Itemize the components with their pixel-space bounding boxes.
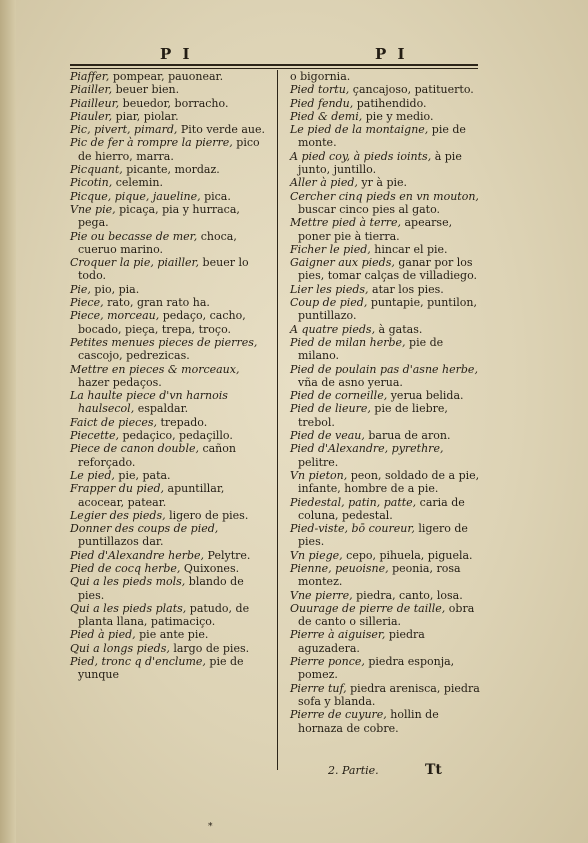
dictionary-entry bbox=[290, 296, 482, 323]
headword: Piailleur, bbox=[70, 96, 120, 110]
translation: piedra, canto, losa. bbox=[352, 588, 463, 602]
translation: o bigornia. bbox=[290, 70, 351, 83]
translation: barua de aron. bbox=[364, 429, 451, 443]
translation: yr à pie. bbox=[357, 176, 408, 190]
dictionary-entry bbox=[290, 628, 482, 655]
header-rule-thin bbox=[70, 68, 478, 69]
translation: cañon reforçado. bbox=[78, 442, 236, 469]
translation: apearse, poner pie à tierra. bbox=[298, 216, 453, 243]
headword: Ouurage de pierre de taille, bbox=[290, 601, 446, 615]
headword: Pie ou becasse de mer, bbox=[70, 229, 198, 243]
headword: Aller à pied, bbox=[290, 176, 358, 190]
headword: Gaigner aux pieds, bbox=[290, 256, 395, 270]
headword: Legier des pieds, bbox=[70, 508, 166, 522]
dictionary-entry bbox=[290, 562, 482, 589]
dictionary-entry bbox=[70, 575, 273, 602]
dictionary-entry bbox=[70, 482, 273, 509]
headword: Pied d'Alexandre, pyrethre, bbox=[290, 442, 444, 456]
headword: Donner des coups de pied, bbox=[70, 522, 219, 536]
translation: puntapie, puntilon, puntillazo. bbox=[298, 296, 477, 323]
dictionary-entry bbox=[290, 496, 482, 523]
headword: Piauler, bbox=[70, 109, 113, 123]
translation: piedra aguzadera. bbox=[298, 628, 425, 655]
dictionary-entry bbox=[70, 176, 273, 189]
dictionary-entry bbox=[290, 150, 482, 177]
headword: Pied de lieure, bbox=[290, 402, 371, 416]
headword: Pierre tuf, bbox=[290, 681, 347, 695]
headword: Mettre en pieces & morceaux, bbox=[70, 362, 240, 376]
dictionary-entry bbox=[290, 469, 482, 496]
translation: atar los pies. bbox=[368, 282, 444, 296]
dictionary-entry bbox=[70, 123, 273, 136]
dictionary-entry bbox=[290, 589, 482, 602]
dictionary-entry bbox=[70, 602, 273, 629]
headword: Piedestal, patin, patte, bbox=[290, 495, 417, 509]
translation: pie, pata. bbox=[114, 468, 171, 482]
headword: Faict de pieces, bbox=[70, 415, 157, 429]
headword: Pied tortu, bbox=[290, 83, 350, 97]
translation: pico de hierro, marra. bbox=[78, 136, 260, 163]
running-header bbox=[70, 45, 480, 63]
translation: beuer lo todo. bbox=[78, 256, 249, 283]
headword: Pied-viste, bō coureur, bbox=[290, 522, 415, 536]
dictionary-entry bbox=[70, 256, 273, 283]
dictionary-entry bbox=[70, 389, 273, 416]
headword: Qui a les pieds mols, bbox=[70, 575, 186, 589]
dictionary-entry bbox=[290, 83, 482, 96]
headword: Pied de poulain pas d'asne herbe, bbox=[290, 362, 478, 376]
headword: Vn piege, bbox=[290, 548, 343, 562]
headword: Piece de canon double, bbox=[70, 442, 199, 456]
dictionary-entry bbox=[70, 655, 273, 682]
headword: Pied de veau, bbox=[290, 429, 365, 443]
dictionary-entry bbox=[70, 83, 273, 96]
headword: A quatre pieds, bbox=[290, 322, 376, 336]
translation: pie ante pie. bbox=[135, 628, 209, 642]
dictionary-entry bbox=[290, 323, 482, 336]
translation: Pelytre. bbox=[204, 548, 251, 562]
translation: peonia, rosa montez. bbox=[298, 561, 461, 589]
translation: pompear, pauonear. bbox=[109, 70, 224, 83]
translation: pica. bbox=[200, 189, 231, 203]
dictionary-entry bbox=[290, 97, 482, 110]
dictionary-entry bbox=[70, 97, 273, 110]
translation: hincar el pie. bbox=[370, 242, 448, 256]
headword: Picotin, bbox=[70, 176, 113, 190]
dictionary-entry bbox=[70, 163, 273, 176]
headword: Piaffer, bbox=[70, 70, 110, 83]
headword: Ficher le pied, bbox=[290, 242, 371, 256]
dictionary-entry bbox=[70, 190, 273, 203]
headword: Mettre pied à terre, bbox=[290, 216, 401, 230]
translation: largo de pies. bbox=[169, 641, 250, 655]
dictionary-entry bbox=[70, 562, 273, 575]
translation: pedaçico, pedaçillo. bbox=[118, 429, 233, 443]
page-footer bbox=[0, 764, 588, 780]
dictionary-entry bbox=[70, 642, 273, 655]
headword: Vne pierre, bbox=[290, 588, 353, 602]
headword: Pierre à aiguiser, bbox=[290, 628, 386, 642]
headword: Pierre ponce, bbox=[290, 655, 365, 669]
header-left: P I bbox=[160, 45, 193, 63]
dictionary-entry bbox=[70, 309, 273, 336]
translation: buscar cinco pies al gato. bbox=[298, 202, 441, 216]
headword: Pierre de cuyure, bbox=[290, 708, 387, 722]
translation: çancajoso, patituerto. bbox=[349, 83, 474, 97]
dictionary-entry bbox=[70, 203, 273, 230]
headword: Qui a longs pieds, bbox=[70, 641, 170, 655]
translation: cepo, pihuela, piguela. bbox=[342, 548, 473, 562]
dictionary-entry bbox=[70, 429, 273, 442]
headword: Pied de corneille, bbox=[290, 389, 388, 403]
translation: pelitre. bbox=[298, 455, 339, 469]
headword: Piecette, bbox=[70, 429, 119, 443]
translation: ganar por los pies, tomar calças de villadiego. bbox=[298, 256, 478, 283]
dictionary-entry bbox=[70, 110, 273, 123]
dictionary-entry bbox=[290, 123, 482, 150]
dictionary-entry bbox=[290, 389, 482, 402]
dictionary-entry bbox=[70, 628, 273, 641]
headword: Pied à pied, bbox=[70, 628, 136, 642]
translation: pie de liebre, trebol. bbox=[298, 402, 448, 429]
header-rule-thick bbox=[70, 64, 478, 66]
translation: picante, mordaz. bbox=[122, 163, 220, 177]
translation: apuntillar, acocear, patear. bbox=[78, 482, 225, 509]
translation: pio, pia. bbox=[90, 282, 140, 296]
headword: La haulte piece d'vn harnois haulsecol, bbox=[70, 389, 228, 416]
translation: beuedor, borracho. bbox=[119, 96, 229, 110]
translation: pie de monte. bbox=[298, 123, 466, 150]
dictionary-entry bbox=[70, 283, 273, 296]
headword: Qui a les pieds plats, bbox=[70, 601, 187, 615]
translation: patihendido. bbox=[353, 96, 427, 110]
headword: Piece, morceau, bbox=[70, 309, 160, 323]
dictionary-entry bbox=[70, 70, 273, 83]
headword: Pied, tronc q d'enclume, bbox=[70, 655, 206, 669]
translation: pie y medio. bbox=[362, 109, 434, 123]
translation: Quixones. bbox=[180, 561, 240, 575]
dictionary-entry bbox=[290, 190, 482, 217]
dictionary-entry bbox=[290, 216, 482, 243]
header-right: P I bbox=[375, 45, 408, 63]
dictionary-entry bbox=[290, 682, 482, 709]
headword: Le pied, bbox=[70, 468, 115, 482]
ornament: * bbox=[208, 822, 213, 832]
translation: Pito verde aue. bbox=[177, 123, 266, 137]
dictionary-entry bbox=[70, 442, 273, 469]
translation: pie de yunque bbox=[78, 655, 244, 682]
headword: Pie, bbox=[70, 282, 91, 296]
left-column bbox=[70, 70, 273, 682]
dictionary-entry bbox=[290, 336, 482, 363]
dictionary-entry bbox=[290, 363, 482, 390]
dictionary-entry bbox=[290, 176, 482, 189]
translation: piar, piolar. bbox=[112, 109, 179, 123]
dictionary-entry bbox=[70, 136, 273, 163]
translation: puntillazos dar. bbox=[78, 535, 164, 549]
translation: obra de canto o silleria. bbox=[298, 601, 475, 629]
headword: Croquer la pie, piailler, bbox=[70, 256, 200, 270]
headword: Petites menues pieces de pierres, bbox=[70, 335, 258, 349]
dictionary-entry bbox=[70, 416, 273, 429]
headword: Le pied de la montaigne, bbox=[290, 123, 429, 137]
headword: Coup de pied, bbox=[290, 296, 368, 310]
dictionary-entry bbox=[70, 549, 273, 562]
headword: Pic de fer à rompre la pierre, bbox=[70, 136, 233, 150]
translation: celemin. bbox=[112, 176, 163, 190]
dictionary-entry bbox=[290, 442, 482, 469]
dictionary-entry bbox=[70, 509, 273, 522]
translation: caria de coluna, pedestal. bbox=[298, 495, 465, 522]
translation: ligero de pies. bbox=[298, 522, 468, 549]
translation: blando de pies. bbox=[78, 575, 244, 602]
headword: Pic, pivert, pimard, bbox=[70, 123, 178, 137]
translation: à gatas. bbox=[375, 322, 423, 336]
translation: vña de asno yerua. bbox=[298, 375, 403, 389]
dictionary-entry bbox=[70, 296, 273, 309]
headword: Pied de cocq herbe, bbox=[70, 561, 181, 575]
signature-mark: 2. Partie. bbox=[328, 764, 379, 777]
dictionary-entry bbox=[290, 602, 482, 629]
headword: Picque, pique, jaueline, bbox=[70, 189, 201, 203]
dictionary-entry bbox=[290, 110, 482, 123]
translation: choca, cueruo marino. bbox=[78, 229, 237, 256]
dictionary-entry bbox=[70, 469, 273, 482]
headword: Pied d'Alexandre herbe, bbox=[70, 548, 205, 562]
translation: pie de milano. bbox=[298, 335, 444, 363]
right-column bbox=[290, 70, 482, 735]
headword: Cercher cinq pieds en vn mouton, bbox=[290, 189, 479, 203]
dictionary-entry bbox=[290, 522, 482, 549]
translation: ligero de pies. bbox=[165, 508, 249, 522]
headword: Lier les pieds, bbox=[290, 282, 369, 296]
headword: Pied & demi, bbox=[290, 109, 363, 123]
dictionary-entry bbox=[290, 70, 482, 83]
dictionary-entry bbox=[290, 549, 482, 562]
dictionary-entry bbox=[290, 243, 482, 256]
translation: à pie junto, juntillo. bbox=[298, 149, 462, 177]
dictionary-entry bbox=[290, 708, 482, 735]
dictionary-entry bbox=[290, 655, 482, 682]
translation: picaça, pia y hurraca, pega. bbox=[78, 202, 240, 230]
page-gutter bbox=[0, 0, 16, 843]
dictionary-entry bbox=[70, 336, 273, 363]
headword: Frapper du pied, bbox=[70, 482, 165, 496]
translation: yerua belida. bbox=[387, 389, 464, 403]
headword: Vn pieton, bbox=[290, 468, 348, 482]
headword: A pied coy, à pieds ioints, bbox=[290, 149, 432, 163]
translation: espaldar. bbox=[134, 402, 189, 416]
dictionary-entry bbox=[70, 363, 273, 390]
dictionary-entry bbox=[290, 402, 482, 429]
dictionary-entry bbox=[290, 256, 482, 283]
column-divider bbox=[277, 70, 278, 770]
catchword: Tt bbox=[425, 762, 442, 778]
translation: patudo, de planta llana, patimaciço. bbox=[78, 601, 250, 629]
translation: pedaço, cacho, bocado, pieça, trepa, troço. bbox=[78, 309, 246, 336]
headword: Piece, bbox=[70, 296, 104, 310]
dictionary-entry bbox=[70, 230, 273, 257]
translation: piedra esponja, pomez. bbox=[298, 655, 455, 682]
translation: hazer pedaços. bbox=[78, 375, 162, 389]
headword: Pied fendu, bbox=[290, 96, 354, 110]
headword: Vne pie, bbox=[70, 202, 116, 216]
dictionary-entry bbox=[290, 429, 482, 442]
dictionary-entry bbox=[70, 522, 273, 549]
translation: piedra arenisca, piedra sofa y blanda. bbox=[298, 681, 480, 708]
translation: trepado. bbox=[156, 415, 208, 429]
translation: cascojo, pedrezicas. bbox=[78, 349, 190, 363]
translation: hollin de hornaza de cobre. bbox=[298, 708, 439, 735]
headword: Picquant, bbox=[70, 163, 123, 177]
translation: rato, gran rato ha. bbox=[103, 296, 210, 310]
translation: beuer bien. bbox=[112, 83, 180, 97]
headword: Pienne, peuoisne, bbox=[290, 561, 389, 575]
dictionary-entry bbox=[290, 283, 482, 296]
headword: Pied de milan herbe, bbox=[290, 335, 406, 349]
headword: Piailler, bbox=[70, 83, 113, 97]
translation: peon, soldado de a pie, infante, hombre de a pie. bbox=[298, 468, 480, 496]
